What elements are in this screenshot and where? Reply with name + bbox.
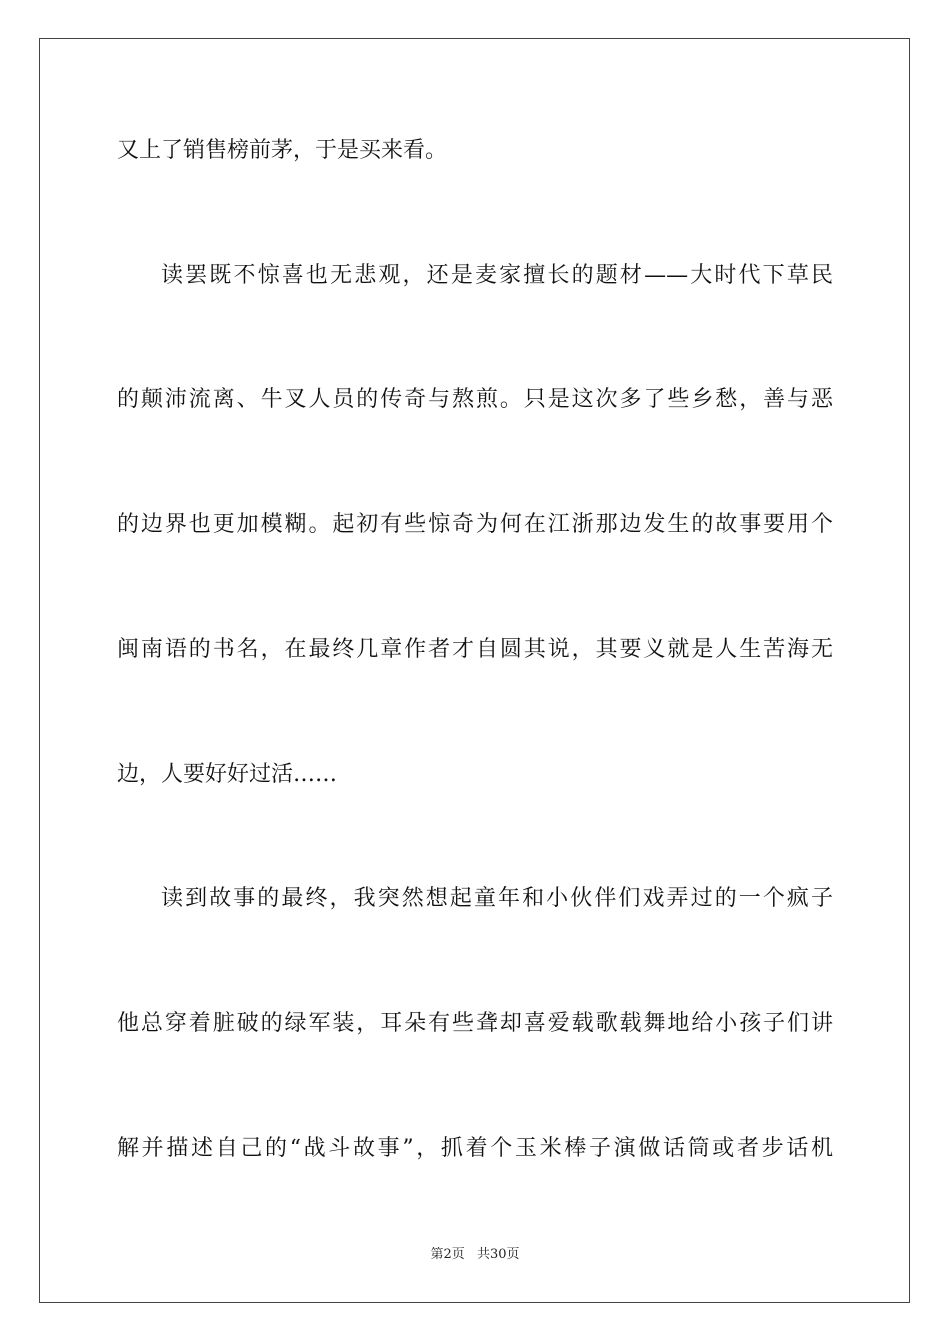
text-line-5: 闽南语的书名，在最终几章作者才自圆其说，其要义就是人生苦海无: [117, 637, 833, 662]
text-line-8: 他总穿着脏破的绿军装，耳朵有些聋却喜爱载歌载舞地给小孩子们讲: [117, 1011, 833, 1036]
text-line-9: 解并描述自己的“战斗故事”，抓着个玉米棒子演做话筒或者步话机: [117, 1136, 833, 1161]
text-line-2: 读罢既不惊喜也无悲观，还是麦家擅长的题材——大时代下草民: [161, 263, 833, 288]
text-line-1: 又上了销售榜前茅，于是买来看。: [117, 138, 448, 163]
page-border: [39, 38, 910, 1303]
text-line-7: 读到故事的最终，我突然想起童年和小伙伴们戏弄过的一个疯子: [161, 886, 833, 911]
text-line-3: 的颠沛流离、牛叉人员的传奇与熬煎。只是这次多了些乡愁，善与恶: [117, 387, 833, 412]
text-line-6: 边，人要好好过活……: [117, 762, 338, 787]
page-footer: [0, 1246, 950, 1264]
text-line-4: 的边界也更加模糊。起初有些惊奇为何在江浙那边发生的故事要用个: [117, 512, 833, 537]
page-total: 共30页: [476, 1247, 520, 1262]
page-number: 第2页: [430, 1247, 465, 1262]
